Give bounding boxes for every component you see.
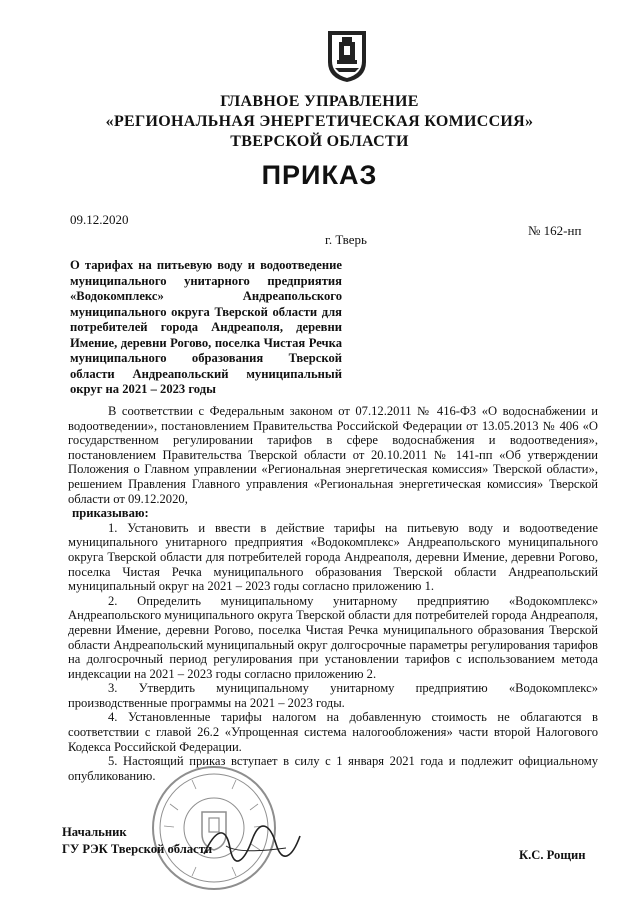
order-item-1: 1. Установить и ввести в действие тарифы на питьевую воду и водоотведение муниципального унитарного предприятия «Водокомплекс» Андреапольского муниципального округа Тверской области для потребителей города Андреаполя, деревни Имение, деревни Рогово, поселка Чистая Речка муниципального образования Тверской области Андреапольский муниципальный округ на 2021 – 2023 годы согласно приложению 1. — [68, 520, 598, 594]
org-name-line2: «РЕГИОНАЛЬНАЯ ЭНЕРГЕТИЧЕСКАЯ КОМИССИЯ» — [105, 113, 534, 130]
org-name-line3: ТВЕРСКОЙ ОБЛАСТИ — [230, 133, 409, 150]
signatory-title — [62, 824, 212, 858]
order-word: приказываю: — [72, 506, 149, 521]
order-item-5: 5. Настоящий приказ вступает в силу с 1 января 2021 года и подлежит официальному опубликованию. — [68, 754, 598, 783]
order-item-3: 3. Утвердить муниципальному унитарному предприятию «Водокомплекс» производственные программы на 2021 – 2023 годы. — [68, 681, 598, 710]
document-city: г. Тверь — [325, 232, 367, 247]
handwritten-signature-icon — [196, 818, 306, 868]
order-item-2: 2. Определить муниципальному унитарному предприятию «Водокомплекс» Андреапольского муниципального округа Тверской области для потребителей города Андреаполя, деревни Имение, деревни Рогово, поселка Чистая Речка муниципального образования Тверской области Андреапольский муниципальный округ долгосрочные параметры регулирования тарифов на долгосрочный период регулирования при установлении тарифов с использованием метода индексации на 2021 – 2023 годы согласно приложению 2. — [68, 593, 598, 681]
preamble-paragraph: В соответствии с Федеральным законом от 07.12.2011 № 416-ФЗ «О водоснабжении и водоотведении», постановлением Правительства Российской Федерации от 13.05.2013 № 406 «О государственном регулировании тарифов в сфере водоснабжения и водоотведения», постановлением Правительства Тверской области от 20.10.2011 № 141-пп «Об утверждении Положения о Главном управлении «Региональная энергетическая комиссия» Тверской области», решением Правления Главного управления «Региональная энергетическая комиссия» Тверской области от 09.12.2020, — [68, 404, 598, 506]
document-type-title: ПРИКАЗ — [261, 160, 378, 190]
coat-of-arms-icon — [325, 28, 369, 84]
order-body — [68, 404, 598, 783]
document-number: № 162-нп — [528, 223, 582, 238]
signatory-title-line2: ГУ РЭК Тверской области — [62, 842, 213, 856]
org-name-line1: ГЛАВНОЕ УПРАВЛЕНИЕ — [220, 93, 419, 110]
order-item-4: 4. Установленные тарифы налогом на добавленную стоимость не облагаются в соответствии с главой 26.2 «Упрощенная система налогообложения» части второй Налогового Кодекса Российской Федерации. — [68, 710, 598, 754]
order-subject: О тарифах на питьевую воду и водоотведение муниципального унитарного предприятия «Водокомплекс» Андреапольского муниципального округа Тверской области для потребителей города Андреаполя, деревни Имение, деревни Рогово, поселка Чистая Речка муниципального образования Тверской области Андреапольский муниципальный округ на 2021 – 2023 годы — [70, 258, 342, 396]
signatory-title-line1: Начальник — [62, 825, 127, 839]
document-date: 09.12.2020 — [70, 212, 129, 227]
signatory-name: К.С. Рощин — [519, 848, 586, 862]
